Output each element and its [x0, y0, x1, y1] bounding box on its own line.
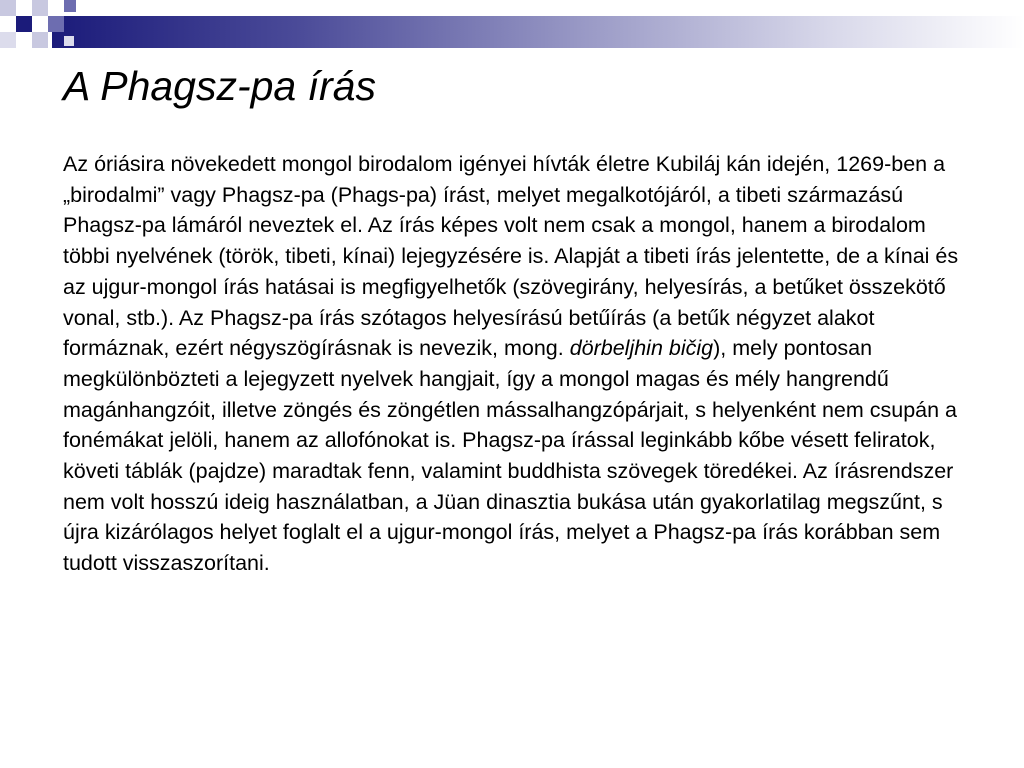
- slide-title: A Phagsz-pa írás: [63, 63, 376, 109]
- decorative-square: [64, 0, 76, 12]
- body-text-italic-term: dörbeljhin bičig: [569, 336, 714, 361]
- decorative-square: [48, 16, 64, 32]
- decorative-square: [64, 36, 74, 46]
- decorative-square: [0, 0, 16, 16]
- body-text-part-1: Az óriásira növekedett mongol birodalom igényei hívták életre Kubiláj kán idején, 1269-ben a „birodalmi” vagy Phagsz-pa (Phags-pa) írást, melyet megalkotójáról, a tibeti származású Phagsz-pa lámáról neveztek el. Az írás képes volt nem csak a mongol, hanem a birodalom többi nyelvének (török, tibeti, kínai) lejegyzésére is. Alapját a tibeti írás jelentette, de a kínai és az ujgur-mongol írás hatásai is megfigyelhetők (szövegirány, helyesírás, a betűket összekötő vonal, stb.). Az Phagsz-pa írás szótagos helyesírású betűírás (a betűk négyzet alakot formáznak, ezért négyszögírásnak is nevezik, mong.: [63, 152, 959, 361]
- decorative-square: [32, 32, 48, 48]
- slide-body-text: [63, 149, 963, 579]
- decorative-square: [32, 0, 48, 16]
- body-text-part-2: ), mely pontosan megkülönbözteti a lejegyzett nyelvek hangjait, így a mongol magas és mély hangrendű magánhangzóit, illetve zöngés és zöngétlen mássalhangzópárjait, s helyenként nem csupán a fonémákat jelöli, hanem az allofónokat is. Phagsz-pa írással leginkább kőbe vésett feliratok, követi táblák (pajdze) maradtak fenn, valamint buddhista szövegek töredékei. Az írásrendszer nem volt hosszú ideig használatban, a Jüan dinasztia bukása után gyakorlatilag megszűnt, s újra kizárólagos helyet foglalt el a ujgur-mongol írás, melyet a Phagsz-pa írás korábban sem tudott visszaszorítani.: [63, 336, 958, 576]
- decorative-square: [16, 16, 32, 32]
- decorative-square: [0, 32, 16, 48]
- header-gradient-bar: [52, 16, 1024, 48]
